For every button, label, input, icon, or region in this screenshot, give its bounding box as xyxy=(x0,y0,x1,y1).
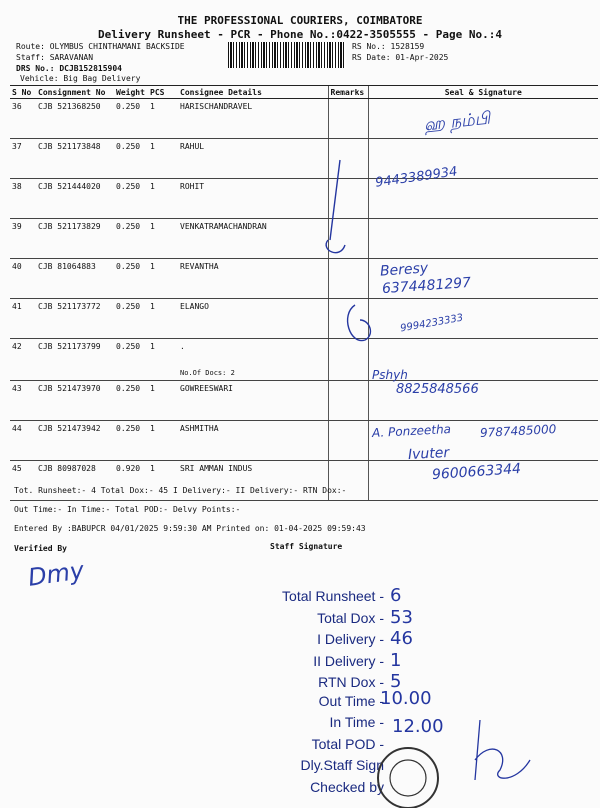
cell-consignee-text: . xyxy=(180,342,185,351)
col-seal: Seal & Signature xyxy=(368,86,598,99)
cell-weight xyxy=(114,139,148,179)
signature-name: Pshyh xyxy=(372,368,408,382)
signature-phone: 9443389934 xyxy=(374,164,459,191)
cell-weight xyxy=(114,381,148,421)
cell-weight xyxy=(114,421,148,461)
cell-weight xyxy=(114,219,148,259)
cell-remarks xyxy=(328,381,368,421)
cell-weight xyxy=(114,99,148,139)
vehicle: Vehicle: Big Bag Delivery xyxy=(20,74,141,83)
cell-consignee xyxy=(178,381,328,421)
summary-label: Dly.Staff Sign xyxy=(300,757,384,773)
cell-weight-text: 0.250 xyxy=(116,302,141,311)
cell-weight-text: 0.250 xyxy=(116,102,141,111)
cell-sno-text: 36 xyxy=(12,102,22,111)
cell-consignment-text: CJB 521444020 xyxy=(38,182,101,191)
cell-sno xyxy=(10,381,36,421)
cell-pcs xyxy=(148,99,178,139)
cell-consignment-text: CJB 80987028 xyxy=(38,464,96,473)
cell-pcs-text: 1 xyxy=(150,182,155,191)
cell-sno-text: 39 xyxy=(12,222,22,231)
seal-stamp xyxy=(368,738,448,808)
table-row xyxy=(10,381,598,421)
cell-pcs xyxy=(148,339,178,381)
cell-pcs xyxy=(148,421,178,461)
cell-weight-text: 0.250 xyxy=(116,342,141,351)
out-time-value: 10.00 xyxy=(380,688,432,709)
cell-sno-text: 45 xyxy=(12,464,22,473)
cell-pcs-text: 1 xyxy=(150,262,155,271)
cell-pcs-text: 1 xyxy=(150,342,155,351)
cell-consignment-text: CJB 521173829 xyxy=(38,222,101,231)
cell-weight-text: 0.250 xyxy=(116,142,141,151)
cell-sno xyxy=(10,339,36,381)
col-pcs: PCS xyxy=(148,86,178,99)
summary-value: 53 xyxy=(390,606,413,628)
table-header-row xyxy=(10,86,598,99)
signature-phone: 8825848566 xyxy=(396,382,479,397)
col-sno: S No xyxy=(10,86,36,99)
staff-signature-scribble xyxy=(460,700,540,790)
cell-consignment-text: CJB 521173772 xyxy=(38,302,101,311)
cell-sno-text: 41 xyxy=(12,302,22,311)
cell-sno xyxy=(10,299,36,339)
cell-consignment xyxy=(36,139,114,179)
cell-sno-text: 44 xyxy=(12,424,22,433)
cell-sno xyxy=(10,259,36,299)
cell-pcs xyxy=(148,299,178,339)
summary-value: 46 xyxy=(390,628,413,649)
cell-consignment-text: CJB 521473970 xyxy=(38,384,101,393)
cell-sno xyxy=(10,421,36,461)
col-remarks: Remarks xyxy=(328,86,368,99)
route: Route: OLYMBUS CHINTHAMANI BACKSIDE xyxy=(16,42,185,51)
cell-weight xyxy=(114,179,148,219)
cell-consignment-text: CJB 521173799 xyxy=(38,342,101,351)
summary-row xyxy=(200,607,430,629)
cell-consignee xyxy=(178,99,328,139)
summary-row xyxy=(200,628,430,650)
cell-weight-text: 0.250 xyxy=(116,182,141,191)
cell-weight xyxy=(114,259,148,299)
cell-remarks xyxy=(328,421,368,461)
cell-seal xyxy=(368,219,598,259)
cell-sno xyxy=(10,179,36,219)
verified-signature: Dmy xyxy=(26,556,86,592)
cell-consignee-text: GOWREESWARI xyxy=(180,384,233,393)
signature-name: A. Ponzeetha xyxy=(371,421,452,441)
signature-name: Ivuter xyxy=(407,444,450,464)
col-consignee: Consignee Details xyxy=(178,86,328,99)
cell-sno xyxy=(10,219,36,259)
cell-consignee-text: REVANTHA xyxy=(180,262,219,271)
cell-sno xyxy=(10,99,36,139)
cell-weight-text: 0.920 xyxy=(116,464,141,473)
pen-scribbles xyxy=(300,150,390,370)
rs-no: RS No.: 1528159 xyxy=(352,42,425,51)
staff-signature-label: Staff Signature xyxy=(270,542,343,551)
cell-pcs xyxy=(148,219,178,259)
summary-label: RTN Dox - xyxy=(318,674,384,690)
cell-weight-text: 0.250 xyxy=(116,262,141,271)
col-consignment: Consignment No xyxy=(36,86,114,99)
summary-value: 6 xyxy=(390,585,402,606)
barcode xyxy=(228,42,346,68)
cell-pcs-text: 1 xyxy=(150,464,155,473)
cell-pcs-text: 1 xyxy=(150,222,155,231)
signature-mark: ஹ நம்பி xyxy=(423,108,492,136)
in-time-value: 12.00 xyxy=(392,716,444,737)
cell-consignment xyxy=(36,339,114,381)
rs-date: RS Date: 01-Apr-2025 xyxy=(352,53,449,62)
cell-pcs xyxy=(148,259,178,299)
cell-pcs-text: 1 xyxy=(150,142,155,151)
cell-pcs-text: 1 xyxy=(150,384,155,393)
summary-label: Checked by xyxy=(310,778,384,795)
totals-line-1: Tot. Runsheet:- 4 Total Dox:- 45 I Delivery:- II Delivery:- RTN Dox:- xyxy=(14,486,347,495)
drs-no: DRS No.: DCJB152815904 xyxy=(16,64,122,73)
cell-sno-text: 43 xyxy=(12,384,22,393)
cell-weight xyxy=(114,339,148,381)
cell-consignee-text: ASHMITHA xyxy=(180,424,219,433)
cell-consignment xyxy=(36,259,114,299)
summary-value: 1 xyxy=(390,649,402,671)
cell-sno-text: 42 xyxy=(12,342,22,351)
cell-weight-text: 0.250 xyxy=(116,222,141,231)
cell-consignee-text: RAHUL xyxy=(180,142,205,151)
consignee-extra: No.Of Docs: 2 xyxy=(180,369,235,377)
cell-sno xyxy=(10,139,36,179)
signature-phone: 6374481297 xyxy=(381,274,472,298)
summary-label: Out Time - xyxy=(318,692,384,709)
cell-consignment-text: CJB 521368250 xyxy=(38,102,101,111)
cell-pcs-text: 1 xyxy=(150,424,155,433)
cell-pcs xyxy=(148,381,178,421)
cell-weight-text: 0.250 xyxy=(116,384,141,393)
cell-consignment-text: CJB 81064883 xyxy=(38,262,96,271)
col-weight: Weight xyxy=(114,86,148,99)
summary-row xyxy=(200,650,430,672)
cell-consignee xyxy=(178,421,328,461)
signature-phone: 9994233333 xyxy=(399,312,465,335)
summary-label: Total POD - xyxy=(311,735,384,752)
signature-phone: 9600663344 xyxy=(431,460,522,484)
cell-consignment xyxy=(36,179,114,219)
cell-pcs-text: 1 xyxy=(150,102,155,111)
cell-weight xyxy=(114,299,148,339)
cell-consignment xyxy=(36,381,114,421)
summary-label: Total Dox - xyxy=(317,609,384,626)
cell-pcs-text: 1 xyxy=(150,302,155,311)
cell-sno-text: 38 xyxy=(12,182,22,191)
cell-consignee-text: VENKATRAMACHANDRAN xyxy=(180,222,267,231)
cell-consignee-text: SRI AMMAN INDUS xyxy=(180,464,253,473)
table-row xyxy=(10,99,598,139)
entered-by: Entered By :BABUPCR 04/01/2025 9:59:30 AM Printed on: 01-04-2025 09:59:43 xyxy=(14,524,366,533)
cell-consignment xyxy=(36,421,114,461)
cell-consignment xyxy=(36,219,114,259)
summary-value: 5 xyxy=(390,671,402,692)
totals-line-2: Out Time:- In Time:- Total POD:- Delvy Points:- xyxy=(14,505,241,514)
summary-row xyxy=(200,585,430,607)
cell-sno-text: 37 xyxy=(12,142,22,151)
summary-label: Total Runsheet - xyxy=(282,588,384,604)
cell-consignment xyxy=(36,99,114,139)
cell-weight-text: 0.250 xyxy=(116,424,141,433)
company-title: THE PROFESSIONAL COURIERS, COIMBATORE xyxy=(177,14,423,27)
signature-name: Beresy xyxy=(379,260,429,280)
cell-consignment xyxy=(36,299,114,339)
cell-consignee-text: HARISCHANDRAVEL xyxy=(180,102,253,111)
signature-phone: 9787485000 xyxy=(479,422,557,440)
cell-consignee-text: ROHIT xyxy=(180,182,205,191)
summary-label: II Delivery - xyxy=(313,652,384,669)
cell-pcs xyxy=(148,179,178,219)
cell-consignment-text: CJB 521473942 xyxy=(38,424,101,433)
runsheet-subtitle: Delivery Runsheet - PCR - Phone No.:0422-3505555 - Page No.:4 xyxy=(98,28,502,41)
verified-by-label: Verified By xyxy=(14,544,67,553)
cell-pcs xyxy=(148,139,178,179)
cell-consignee-text: ELANGO xyxy=(180,302,209,311)
summary-label: I Delivery - xyxy=(317,631,384,647)
summary-label: In Time - xyxy=(329,714,384,730)
cell-remarks xyxy=(328,99,368,139)
cell-consignment-text: CJB 521173848 xyxy=(38,142,101,151)
staff: Staff: SARAVANAN xyxy=(16,53,94,62)
cell-sno-text: 40 xyxy=(12,262,22,271)
